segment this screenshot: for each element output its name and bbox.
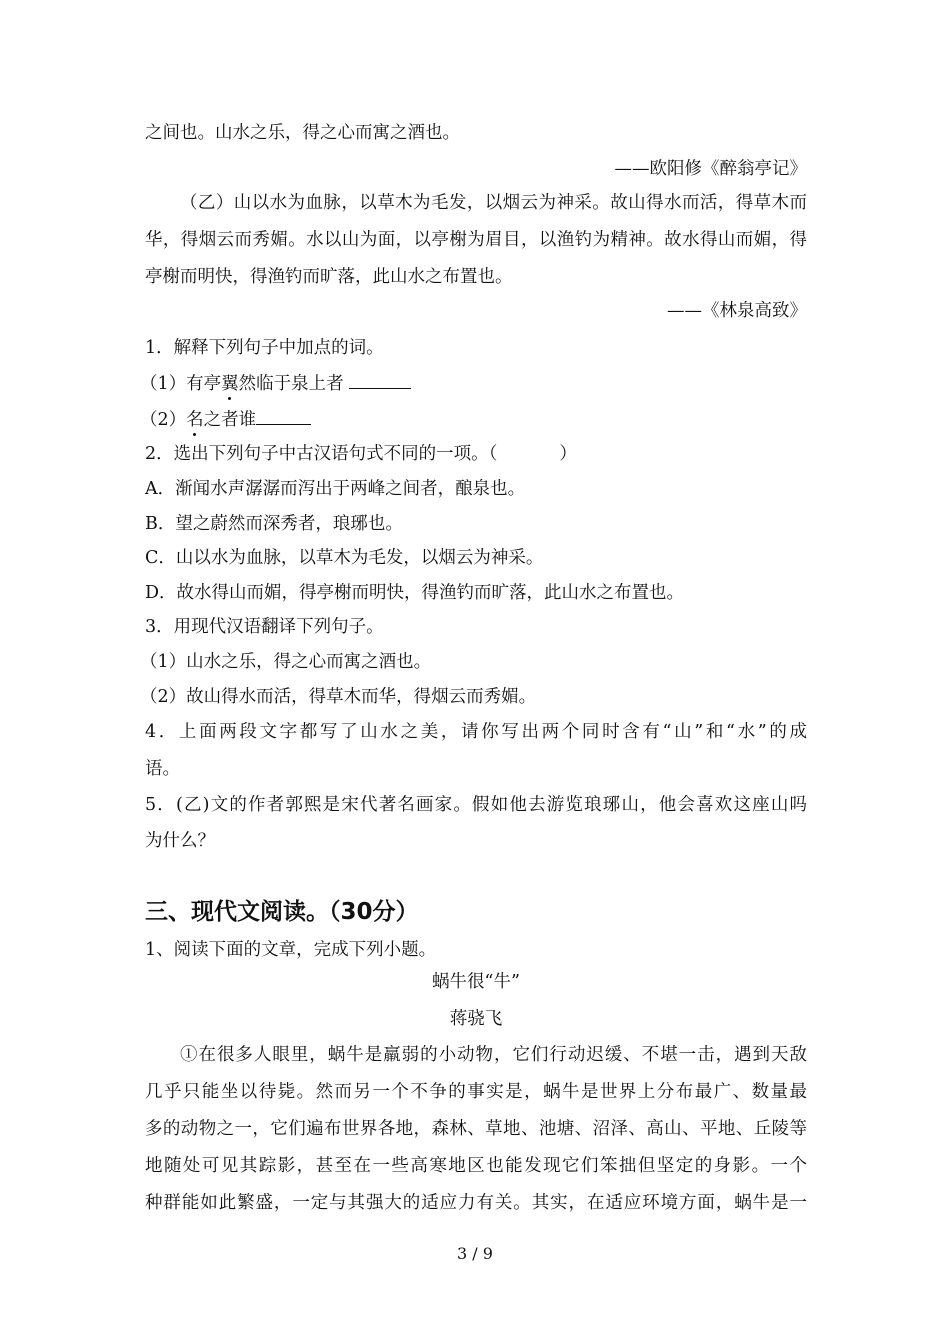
article-paragraph-1-line-5: 种群能如此繁盛，一定与其强大的适应力有关。其实，在适应环境方面，蜗牛是一 [145,1193,807,1213]
question-3-item-1: （1）山水之乐，得之心而寓之酒也。 [140,652,432,672]
passage-jia-attribution: ——欧阳修《醉翁亭记》 [614,159,807,179]
question-2-option-a: A．渐闻水声潺潺而泻出于两峰之间者，酿泉也。 [145,479,526,499]
article-paragraph-1-line-2: 几乎只能坐以待毙。然而另一个不争的事实是，蜗牛是世界上分布最广、数量最 [145,1082,807,1102]
article-paragraph-1-line-4: 地随处可见其踪影，甚至在一些高寒地区也能发现它们笨拙但坚定的身影。一个 [145,1156,807,1176]
question-1-item-1 [140,370,802,396]
article-paragraph-1-line-3: 多的动物之一，它们遍布世界各地，森林、草地、池塘、沼泽、高山、平地、丘陵等 [145,1119,807,1139]
question-1-title: 1．解释下列句子中加点的词。 [145,338,384,358]
question-2-option-b: B．望之蔚然而深秀者，琅琊也。 [145,514,403,534]
question-1-item-2-after: 之者谁 [203,410,257,430]
question-2-title-close: ） [559,444,577,464]
question-1-item-1-after: 然临于泉上者 [238,374,350,394]
question-5-line-1: 5．(乙)文的作者郭熙是宋代著名画家。假如他去游览琅琊山，他会喜欢这座山吗 [145,795,807,815]
answer-blank[interactable] [256,406,311,425]
answer-blank[interactable] [349,370,411,389]
question-4-line-1: 4．上面两段文字都写了山水之美，请你写出两个同时含有“山”和“水”的成 [145,722,807,742]
passage-yi-line-3: 亭榭而明快，得渔钓而旷落，此山水之布置也。 [145,267,513,287]
section-heading: 三、现代文阅读。（30分） [145,899,419,925]
passage-yi-line-1: （乙）山以水为血脉，以草木为毛发，以烟云为神采。故山得水而活，得草木而 [180,193,807,213]
article-paragraph-1-line-1: ①在很多人眼里，蜗牛是羸弱的小动物，它们行动迟缓、不堪一击，遇到天敌 [180,1045,807,1065]
page-number: 3 / 9 [457,1244,493,1263]
question-2-title-text: 2．选出下列句子中古汉语句式不同的一项。（ [145,444,498,464]
passage-yi-line-2: 华，得烟云而秀媚。水以山为面，以亭榭为眉目，以渔钓为精神。故水得山而媚，得 [145,230,807,250]
question-2-title [145,442,807,466]
question-5-line-2: 为什么？ [145,831,215,851]
emphasis-dot-char: 翼 [221,374,239,394]
question-2-option-d: D．故水得山而媚，得亭榭而明快，得渔钓而旷落，此山水之布置也。 [145,583,685,603]
passage-yi-attribution: ——《林泉高致》 [667,301,807,321]
question-3-title: 3．用现代汉语翻译下列句子。 [145,617,384,637]
section-intro: 1、阅读下面的文章，完成下列小题。 [145,940,437,960]
question-1-item-1-before: （1）有亭 [140,374,222,394]
question-1-item-2-before: （2） [140,410,187,430]
passage-jia-last-line: 之间也。山水之乐，得之心而寓之酒也。 [145,123,460,143]
question-3-item-2: （2）故山得水而活，得草木而华，得烟云而秀媚。 [140,687,537,707]
article-author: 蒋骁飞 [449,1009,503,1029]
emphasis-dot-char: 名 [186,410,204,430]
question-4-line-2: 语。 [145,759,180,779]
question-2-option-c: C．山以水为血脉，以草木为毛发，以烟云为神采。 [145,548,544,568]
article-title: 蜗牛很“牛” [432,972,520,992]
question-1-item-2 [140,406,802,432]
